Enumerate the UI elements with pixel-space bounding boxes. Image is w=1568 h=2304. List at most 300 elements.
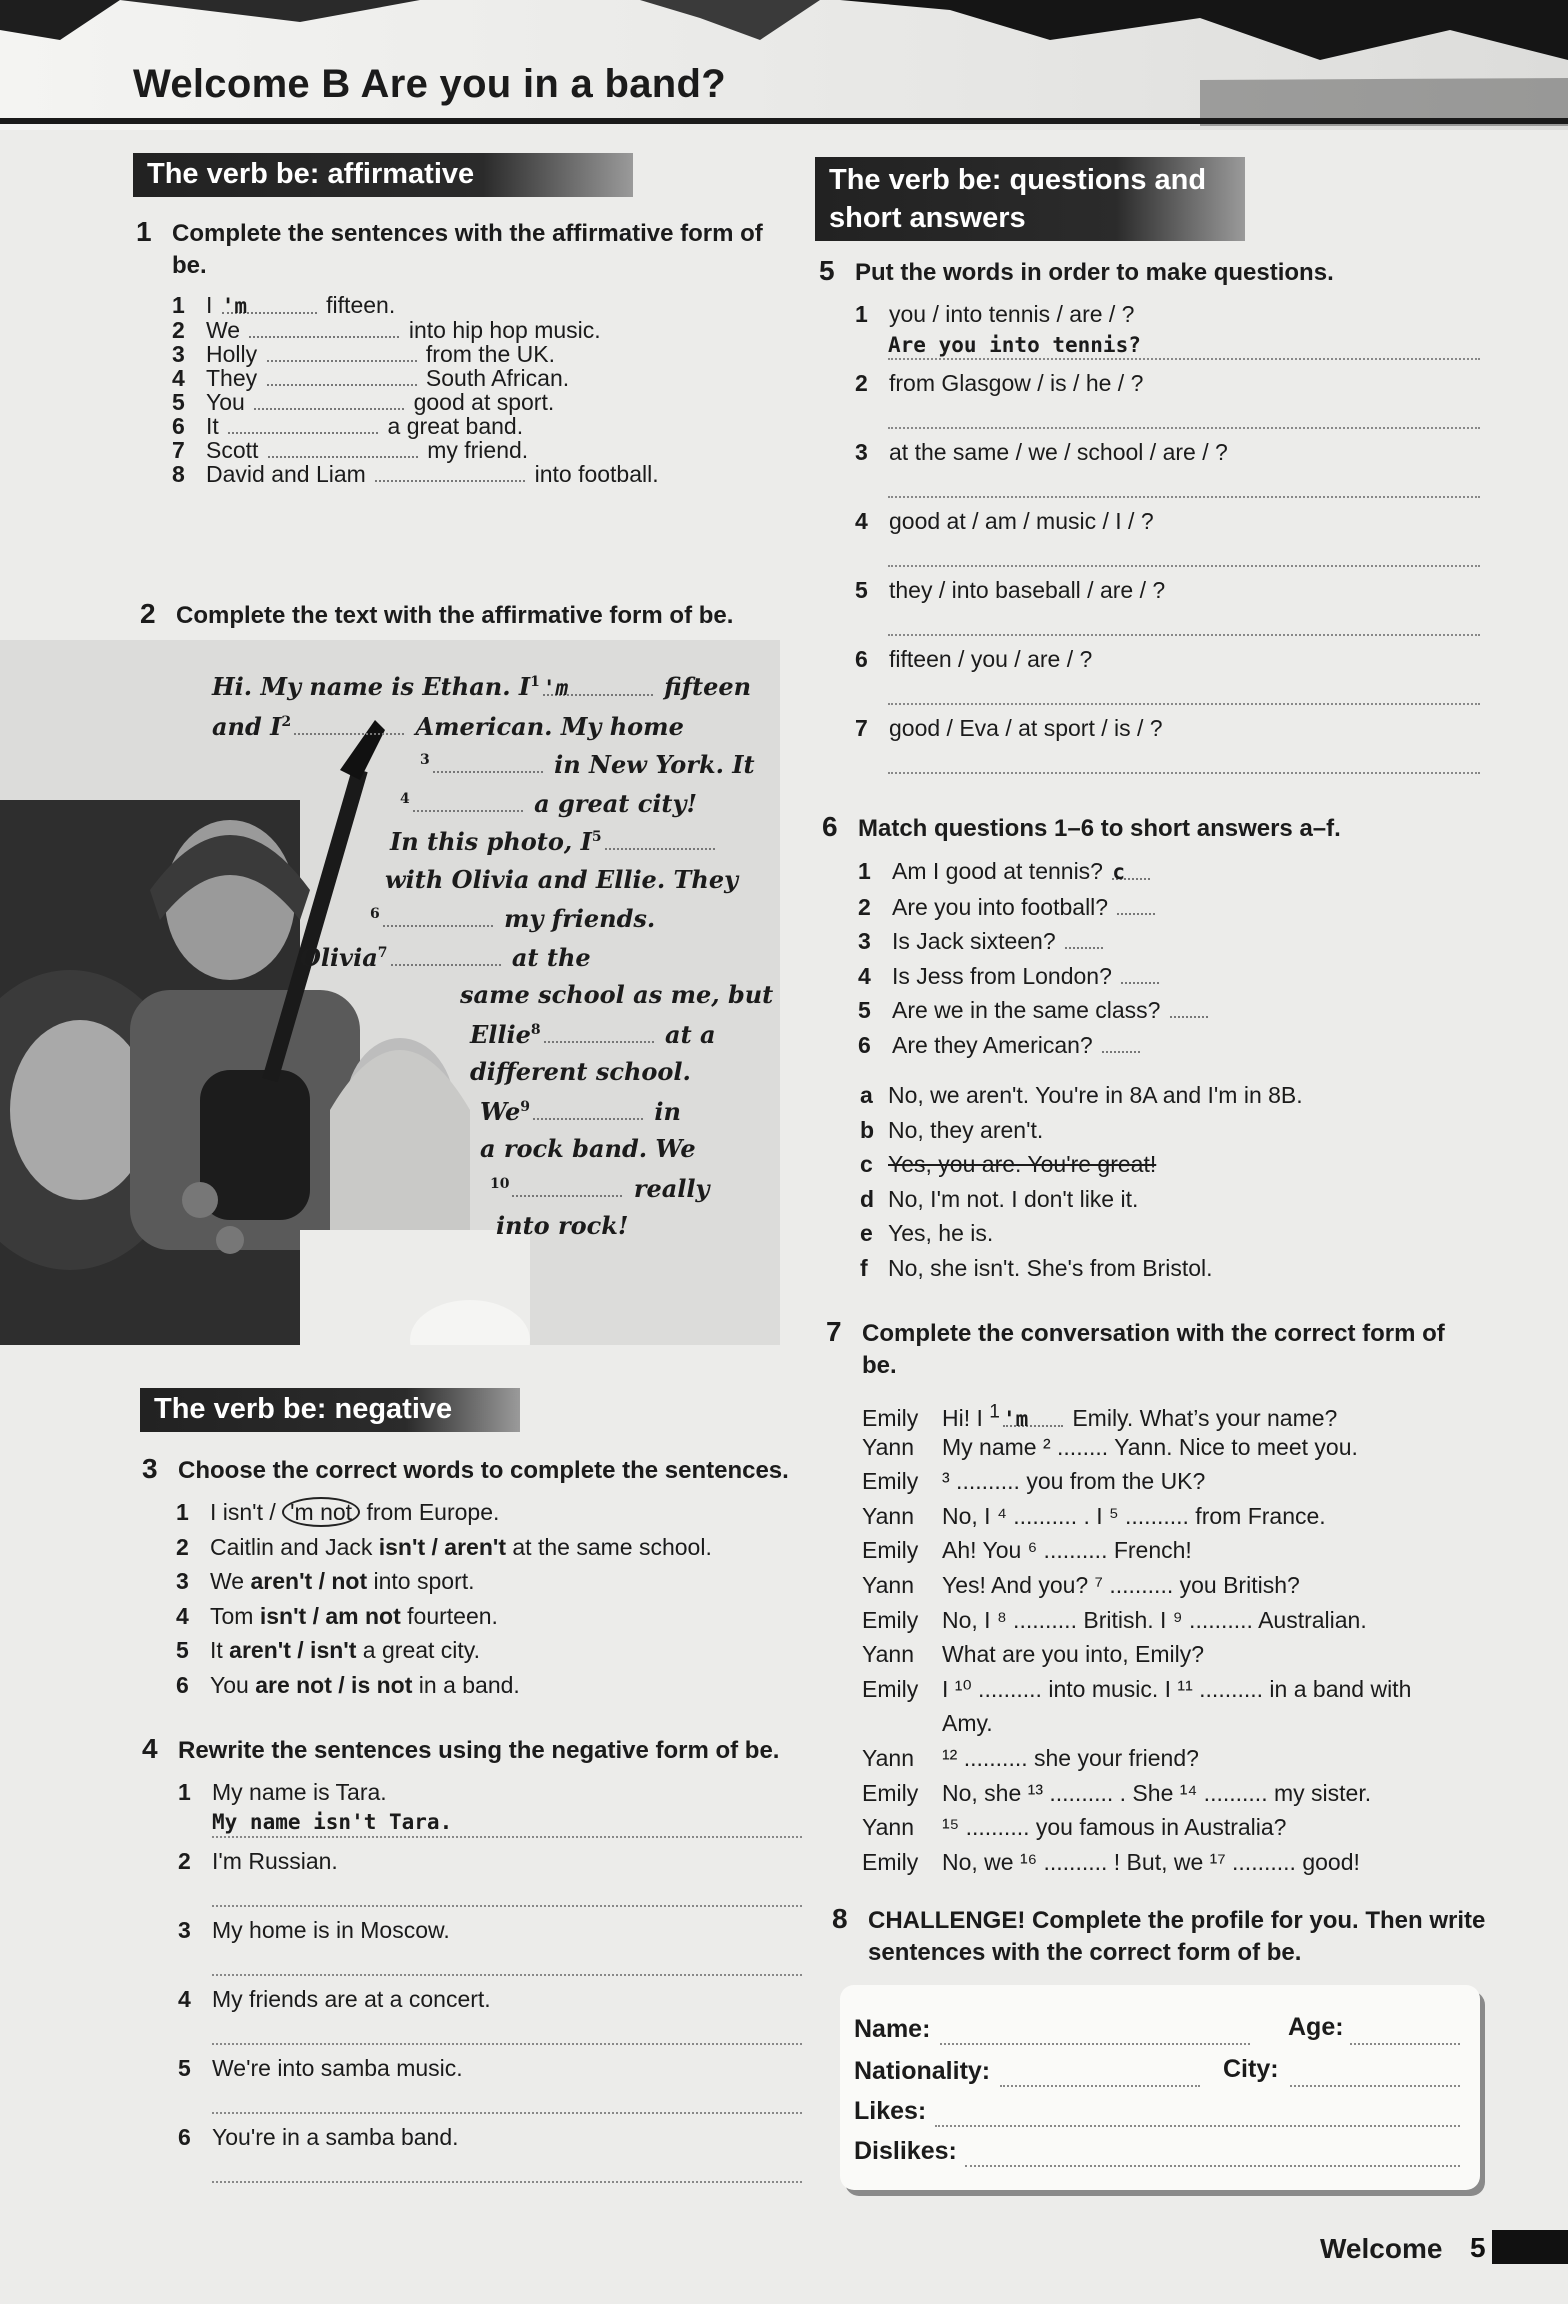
instruction-text: Rewrite the sentences using the negative form of be.	[178, 1737, 780, 1764]
match-answer	[860, 1082, 1303, 1109]
story-text: different school.	[470, 1057, 691, 1086]
dislikes-label: Dislikes:	[854, 2137, 957, 2165]
item-text: from Europe.	[360, 1499, 500, 1525]
item-text: at the same school.	[506, 1533, 712, 1560]
story-line	[420, 749, 755, 779]
conversation-line	[862, 1466, 1205, 1496]
item-number: 4	[855, 508, 868, 534]
conversation-line	[862, 1778, 1371, 1808]
match-answer	[860, 1255, 1213, 1282]
speaker: Emily	[862, 1404, 919, 1431]
answer-blank[interactable]	[1102, 1029, 1140, 1053]
item-number: 6	[855, 646, 868, 672]
story-text: in	[646, 1096, 681, 1126]
page-number: 5	[1470, 2232, 1486, 2263]
exercise-5-item	[855, 368, 1143, 398]
speaker: Emily	[862, 1606, 919, 1633]
exercise-4-item	[178, 1984, 491, 2014]
line-text: What are you into, Emily?	[942, 1641, 1205, 1668]
line-text: ¹² .......... she your friend?	[942, 1745, 1199, 1771]
item-rest: from the UK.	[419, 341, 555, 367]
item-rest: South African.	[419, 365, 570, 391]
instruction-text: Match questions 1–6 to short answers a–f.	[858, 815, 1341, 842]
item-text: in a band.	[412, 1672, 520, 1698]
speaker: Emily	[862, 1779, 919, 1806]
item-number: 3	[178, 1917, 191, 1943]
story-text: in New York. It	[545, 750, 755, 779]
story-line	[370, 903, 655, 933]
exercise-3-instruction	[142, 1453, 818, 1487]
choice-options[interactable]: isn't / am not	[259, 1602, 401, 1629]
circled-choice[interactable]: 'm not	[282, 1497, 360, 1527]
answer-letter: f	[860, 1255, 868, 1281]
story-line	[212, 672, 751, 701]
item-number: 1	[172, 292, 185, 318]
item-text: You	[210, 1672, 256, 1698]
page-title: Welcome B Are you in a band?	[133, 62, 726, 106]
item-text: It	[210, 1637, 230, 1664]
conversation-line	[862, 1570, 1300, 1600]
item-number: 4	[858, 962, 871, 989]
line-text: No, she ¹³ .......... . She ¹⁴ .......... my sister.	[942, 1779, 1372, 1806]
story-text: into rock!	[496, 1211, 629, 1240]
instruction-text: Complete the profile for you. Then write sentences with the correct form of be.	[868, 1907, 1486, 1966]
answer-line[interactable]	[888, 702, 1480, 705]
line-text: Yes! And you? ⁷ .......... you British?	[942, 1572, 1300, 1598]
speaker: Yann	[862, 1814, 915, 1841]
handwritten-answer: 'm	[542, 676, 569, 700]
item-text: you / into tennis / are / ?	[889, 301, 1135, 327]
line-text: No, I ⁴ .......... . I ⁵ .......... from France.	[942, 1502, 1326, 1529]
nationality-field[interactable]	[1000, 2084, 1200, 2087]
likes-label: Likes:	[854, 2097, 927, 2125]
answer-line[interactable]	[888, 633, 1480, 636]
item-text: I isn't /	[210, 1499, 283, 1525]
exercise-number: 8	[832, 1903, 848, 1934]
answer-blank[interactable]	[294, 711, 404, 735]
story-text: at the	[503, 942, 591, 972]
conversation-line	[862, 1812, 1286, 1842]
story-text: at a	[656, 1019, 716, 1049]
item-number: 4	[176, 1602, 189, 1629]
story-text: Ellie	[470, 1019, 531, 1049]
item-number: 1	[178, 1779, 191, 1805]
item-text: My home is in Moscow.	[212, 1917, 450, 1943]
challenge-label: CHALLENGE!	[868, 1907, 1026, 1934]
story-text: with Olivia and Ellie. They	[385, 864, 739, 894]
item-subject: You	[206, 389, 252, 415]
line-text: ¹⁵ .......... you famous in Australia?	[942, 1814, 1287, 1841]
section-header-affirmative-text: The verb be: affirmative	[147, 158, 475, 190]
section-header-questions-line1: The verb be: questions and	[829, 164, 1207, 196]
item-text: Are we in the same class?	[892, 997, 1167, 1024]
likes-field[interactable]	[935, 2124, 1460, 2127]
item-text: I'm Russian.	[212, 1848, 338, 1874]
speaker: Emily	[862, 1537, 919, 1564]
item-text: Are they American?	[892, 1032, 1100, 1058]
story-line	[496, 1211, 628, 1240]
blank-number: 3	[420, 752, 430, 768]
exercise-7-instruction	[826, 1316, 1462, 1382]
answer-blank[interactable]	[383, 903, 493, 927]
item-rest: my friend.	[420, 437, 529, 463]
city-field[interactable]	[1290, 2084, 1460, 2087]
answer-text: Yes, he is.	[888, 1220, 994, 1247]
line-text: Emily. What’s your name?	[1065, 1404, 1338, 1431]
conversation-line	[862, 1535, 1192, 1565]
story-line	[300, 942, 591, 972]
line-text: No, I ⁸ .......... British. I ⁹ .......... Australian.	[942, 1606, 1367, 1633]
story-line	[212, 711, 684, 741]
blank-number: 5	[591, 829, 602, 845]
answer-blank[interactable]	[413, 788, 523, 812]
exercise-5-item	[855, 299, 1134, 329]
section-header-negative-text: The verb be: negative	[154, 1393, 453, 1425]
line-text	[942, 1401, 1338, 1431]
answer-line[interactable]	[212, 1904, 802, 1907]
answer-blank[interactable]	[533, 1096, 643, 1120]
story-line	[470, 1019, 716, 1049]
item-number: 6	[858, 1032, 871, 1058]
banner-divider	[0, 118, 1568, 124]
line-text: My name ² ........ Yann. Nice to meet you.	[942, 1433, 1358, 1460]
item-number: 7	[855, 715, 868, 741]
match-answer	[860, 1151, 1156, 1178]
exercise-3-item	[176, 1670, 520, 1700]
story-text: Hi. My name is Ethan. I	[212, 672, 531, 701]
answer-blank[interactable]	[1117, 891, 1155, 915]
conversation-line	[862, 1501, 1326, 1531]
item-rest: into football.	[528, 461, 659, 487]
answer-blank[interactable]	[375, 458, 525, 482]
exercise-1-instruction	[136, 216, 772, 282]
item-number: 1	[855, 301, 868, 327]
answer-line[interactable]	[888, 426, 1480, 429]
answer-letter: d	[860, 1185, 875, 1212]
choice-options[interactable]: isn't / aren't	[378, 1533, 506, 1560]
exercise-number: 3	[142, 1453, 158, 1484]
blank-number: 9	[520, 1098, 531, 1115]
item-number: 4	[178, 1986, 191, 2012]
exercise-3-item	[176, 1497, 499, 1527]
line-text: I ¹⁰ .......... into music. I ¹¹ .......... in a band with	[942, 1675, 1412, 1702]
conversation-line	[862, 1708, 993, 1738]
choice-options[interactable]: aren't / isn't	[229, 1637, 357, 1664]
blank-number: 1	[530, 674, 540, 690]
section-header-affirmative	[133, 153, 633, 197]
item-subject: I	[206, 292, 219, 318]
match-question	[858, 994, 1211, 1025]
exercise-number: 7	[826, 1316, 842, 1347]
story-text: and I	[212, 711, 282, 741]
answer-text: No, I'm not. I don't like it.	[888, 1185, 1139, 1212]
exercise-number: 5	[819, 255, 835, 286]
answer-letter: e	[860, 1220, 873, 1247]
item-text: We	[210, 1568, 251, 1595]
profile-card	[840, 1985, 1480, 2190]
story-line	[480, 1134, 696, 1163]
line-text: ³ .......... you from the UK?	[942, 1468, 1206, 1495]
exercise-number: 2	[140, 598, 156, 629]
story-line	[390, 826, 718, 856]
nationality-label: Nationality:	[854, 2057, 991, 2085]
city-label: City:	[1223, 2055, 1279, 2083]
blank-number: 8	[530, 1021, 541, 1038]
item-subject: Scott	[206, 437, 265, 463]
item-text: good / Eva / at sport / is / ?	[889, 715, 1163, 741]
answer-blank[interactable]	[1121, 960, 1159, 984]
story-line	[460, 980, 773, 1009]
answer-line[interactable]	[212, 1973, 802, 1976]
exercise-5-item	[855, 506, 1154, 536]
speaker: Emily	[862, 1468, 919, 1495]
item-text: good at / am / music / I / ?	[889, 508, 1154, 534]
conversation-line	[862, 1397, 1337, 1433]
answer-blank[interactable]	[433, 749, 543, 773]
answer-blank[interactable]	[542, 672, 653, 700]
item-number: 3	[855, 439, 868, 465]
item-text: You're in a samba band.	[212, 2124, 459, 2150]
answer-blank[interactable]	[605, 826, 715, 850]
conversation-line	[862, 1674, 1411, 1704]
item-text: Is Jess from London?	[892, 962, 1119, 989]
story-text: a rock band. We	[480, 1134, 696, 1163]
item-subject: We	[206, 317, 247, 343]
answer-blank[interactable]	[1002, 1403, 1063, 1431]
answer-blank[interactable]	[1065, 925, 1103, 949]
answer-blank[interactable]	[268, 434, 418, 458]
section-header-questions-line2: short answers	[829, 202, 1026, 234]
item-text: Am I good at tennis?	[892, 858, 1110, 884]
answer-blank[interactable]	[254, 386, 404, 410]
speaker: Yann	[862, 1502, 915, 1529]
item-number: 2	[172, 317, 185, 343]
story-line	[385, 865, 738, 894]
exercise-5-item	[855, 437, 1228, 467]
answer-blank[interactable]	[267, 338, 417, 362]
item-number: 5	[176, 1637, 189, 1664]
item-text: We're into samba music.	[212, 2055, 463, 2081]
blank-number: 4	[400, 790, 410, 807]
item-number: 8	[172, 461, 185, 487]
answer-line[interactable]	[212, 1835, 802, 1838]
item-text: My name is Tara.	[212, 1779, 387, 1805]
answer-blank[interactable]	[267, 362, 417, 386]
item-number: 6	[176, 1672, 189, 1698]
exercise-3-item	[176, 1532, 712, 1562]
exercise-4-item	[178, 2122, 459, 2152]
match-question	[858, 856, 1153, 886]
story-text: a great city!	[525, 788, 697, 818]
answer-line[interactable]	[888, 771, 1480, 774]
exercise-3-item	[176, 1601, 498, 1631]
handwritten-answer: c	[1112, 860, 1126, 884]
line-text: Hi! I	[942, 1404, 990, 1431]
item-subject: Holly	[206, 341, 264, 367]
answer-blank[interactable]	[221, 290, 317, 318]
conversation-line	[862, 1847, 1360, 1877]
item-rest: fifteen.	[319, 292, 396, 318]
dislikes-field[interactable]	[965, 2164, 1460, 2167]
answer-text: Yes, you are. You're great!	[888, 1151, 1157, 1178]
story-line	[470, 1057, 691, 1086]
item-number: 3	[172, 341, 185, 367]
item-number: 5	[178, 2055, 191, 2081]
answer-blank[interactable]	[391, 942, 501, 966]
answer-blank[interactable]	[1112, 856, 1150, 884]
speaker: Yann	[862, 1641, 915, 1668]
line-text: Ah! You ⁶ .......... French!	[942, 1537, 1192, 1564]
page-number-box	[1470, 2230, 1568, 2264]
story-text: my friends.	[495, 904, 656, 933]
story-text: fifteen	[655, 672, 752, 701]
handwritten-answer: 'm	[1002, 1406, 1029, 1431]
speaker: Yann	[862, 1745, 915, 1771]
item-number: 1	[176, 1499, 189, 1525]
match-question	[858, 1029, 1143, 1060]
conversation-line	[862, 1605, 1367, 1635]
item-text: from Glasgow / is / he / ?	[889, 370, 1144, 396]
answer-line[interactable]	[212, 2180, 802, 2183]
instruction-text: Complete the sentences with the affirmative form of be.	[172, 220, 763, 279]
exercise-6-instruction	[822, 811, 1498, 845]
name-label: Name:	[854, 2015, 931, 2043]
answer-text: No, we aren't. You're in 8A and I'm in 8B.	[888, 1082, 1303, 1108]
item-number: 4	[172, 365, 185, 391]
answer-blank[interactable]	[249, 314, 399, 338]
match-question	[858, 960, 1162, 991]
answer-text: No, they aren't.	[888, 1116, 1044, 1143]
section-header-negative	[140, 1388, 520, 1432]
choice-options[interactable]: aren't / not	[250, 1568, 368, 1595]
match-question	[858, 925, 1106, 956]
handwritten-answer: Are you into tennis?	[888, 333, 1141, 357]
exercise-4-item	[178, 1915, 450, 1945]
exercise-4-item	[178, 1777, 387, 1807]
answer-blank[interactable]	[512, 1173, 622, 1197]
exercise-5-item	[855, 644, 1092, 674]
story-line	[490, 1173, 709, 1203]
age-label: Age:	[1288, 2013, 1344, 2041]
item-number: 6	[178, 2124, 191, 2150]
speaker: Emily	[862, 1675, 919, 1702]
line-text: No, we ¹⁶ .......... ! But, we ¹⁷ .......... good!	[942, 1848, 1360, 1875]
match-question	[858, 891, 1158, 922]
answer-letter: b	[860, 1116, 875, 1143]
item-text: My friends are at a concert.	[212, 1986, 491, 2012]
answer-letter: c	[860, 1151, 873, 1178]
answer-line[interactable]	[212, 2111, 802, 2114]
speaker: Yann	[862, 1433, 915, 1460]
section-header-questions	[815, 157, 1245, 241]
exercise-4-instruction	[142, 1733, 818, 1767]
exercise-number: 4	[142, 1733, 158, 1764]
item-subject: It	[206, 413, 226, 439]
answer-line[interactable]	[212, 2042, 802, 2045]
item-text: fourteen.	[400, 1602, 498, 1629]
item-number: 5	[858, 997, 871, 1024]
item-text: a great city.	[356, 1637, 480, 1664]
answer-letter: a	[860, 1082, 873, 1108]
item-text: they / into baseball / are / ?	[889, 577, 1166, 603]
exercise-2-instruction	[140, 598, 826, 632]
blank-number: 10	[490, 1175, 510, 1192]
item-text: Tom	[210, 1602, 260, 1629]
handwritten-answer: My name isn't Tara.	[212, 1810, 453, 1834]
exercise-5-item	[855, 575, 1165, 605]
answer-text: No, she isn't. She's from Bristol.	[888, 1255, 1213, 1281]
exercise-number: 1	[136, 216, 152, 247]
instruction-text: Put the words in order to make questions.	[855, 259, 1334, 286]
item-number: 3	[176, 1568, 189, 1595]
conversation-line	[862, 1743, 1199, 1773]
answer-line[interactable]	[888, 564, 1480, 567]
answer-blank[interactable]	[544, 1019, 654, 1043]
item-number: 2	[176, 1533, 189, 1560]
blank-number: 2	[281, 713, 292, 730]
story-text: We	[480, 1096, 521, 1126]
conversation-line	[862, 1432, 1358, 1462]
item-text: Caitlin and Jack	[210, 1533, 379, 1560]
choice-options[interactable]: are not / is not	[255, 1672, 413, 1698]
name-field[interactable]	[940, 2042, 1250, 2045]
item-rest: into hip hop music.	[402, 317, 601, 343]
exercise-5-item	[855, 713, 1163, 743]
speaker: Yann	[862, 1572, 915, 1598]
exercise-3-item	[176, 1635, 480, 1665]
exercise-1-item	[172, 458, 659, 489]
exercise-4-item	[178, 1846, 338, 1876]
instruction-text: Choose the correct words to complete the sentences.	[178, 1457, 789, 1484]
item-text: fifteen / you / are / ?	[889, 646, 1093, 672]
story-line	[480, 1096, 681, 1126]
item-text: Is Jack sixteen?	[892, 928, 1063, 955]
item-number: 2	[178, 1848, 191, 1874]
match-answer	[860, 1220, 993, 1247]
item-number: 2	[858, 893, 871, 920]
story-text: American. My home	[407, 711, 684, 741]
story-text: In this photo, I	[390, 827, 592, 856]
answer-line[interactable]	[888, 495, 1480, 498]
handwritten-answer: 'm	[221, 294, 248, 318]
item-number: 6	[172, 413, 185, 439]
blank-number: 6	[370, 906, 380, 922]
footer-label: Welcome	[1320, 2233, 1443, 2264]
item-number: 1	[858, 858, 871, 884]
answer-line[interactable]	[888, 357, 1480, 360]
item-number: 7	[172, 437, 185, 463]
item-rest: a great band.	[381, 413, 524, 439]
exercise-8-instruction	[832, 1903, 1488, 1969]
item-text: into sport.	[367, 1568, 475, 1595]
blank-number: 7	[377, 944, 388, 961]
answer-blank[interactable]	[1170, 994, 1208, 1018]
story-text: same school as me, but	[460, 980, 774, 1009]
instruction-text: Complete the conversation with the correct form of be.	[862, 1320, 1445, 1379]
story-text: really	[625, 1173, 710, 1203]
age-field[interactable]	[1350, 2042, 1460, 2045]
answer-blank[interactable]	[228, 410, 378, 434]
item-rest: good at sport.	[407, 389, 555, 415]
item-number: 3	[858, 928, 871, 955]
exercise-4-item	[178, 2053, 463, 2083]
item-number: 5	[172, 389, 185, 415]
story-line	[400, 788, 697, 818]
item-number: 5	[855, 577, 868, 603]
story-text: Olivia	[300, 942, 378, 972]
exercise-5-instruction	[819, 255, 1495, 289]
exercise-number: 6	[822, 811, 838, 842]
